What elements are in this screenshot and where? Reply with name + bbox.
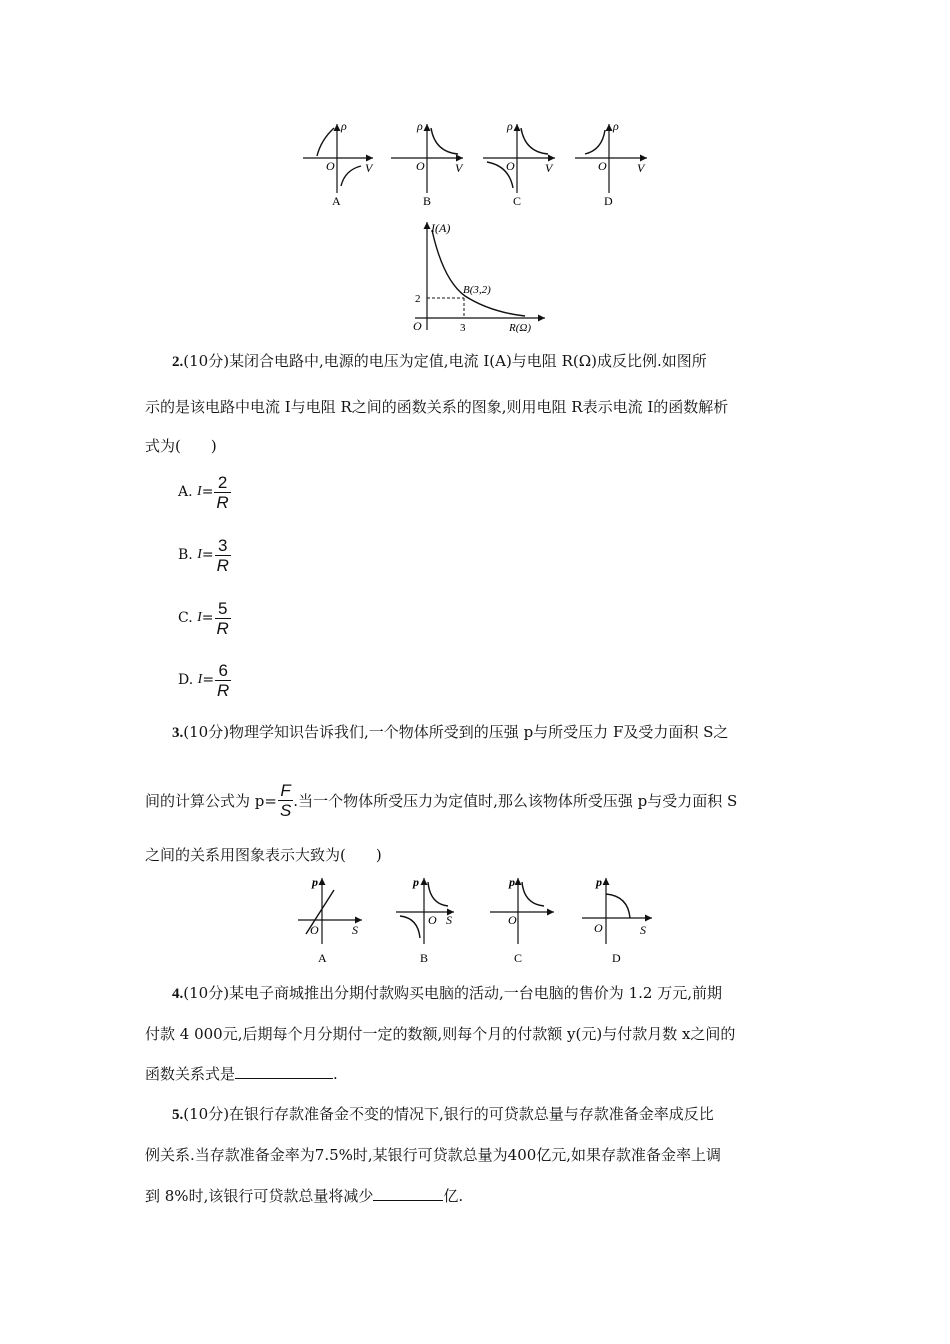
graph-3b-y-label: p [413,875,419,889]
figure-3-graphs [292,872,662,966]
option-eq: = [201,484,214,500]
option-var: I [197,484,202,499]
graph-3b-origin: O [428,913,437,927]
curve-c-right [521,128,548,154]
q5-text-1: (10分)在银行存款准备金不变的情况下,银行的可贷款总量与存款准备金率成反比 [183,1105,714,1123]
q2-option-d[interactable] [178,658,231,702]
q5-number: 5. [172,1107,184,1123]
q3-number: 3. [172,725,184,741]
graph-3a-x-label: S [352,923,358,937]
q2-text-1: (10分)某闭合电路中,电源的电压为定值,电流 I(A)与电阻 R(Ω)成反比例.如图所 [183,352,707,370]
graph-a-x-label: V [365,161,373,175]
graph-3d-x-label: S [640,923,646,937]
q3-line-1 [172,722,728,743]
q5-answer-blank[interactable] [373,1186,443,1201]
q3-formula: $\frac{F}{S}$ [279,780,292,820]
q4-line-3 [145,1064,338,1084]
ir-x-label: R(Ω) [509,322,531,334]
option-var: I [197,547,202,562]
graph-3c-y-label: p [509,875,515,889]
q5-text-3a: 到 8%时,该银行可贷款总量将减少 [145,1187,374,1205]
graph-3c-label: C [514,951,523,965]
graph-3a-origin: O [310,923,319,937]
curve-3c [522,882,544,906]
graph-b-label: B [423,194,432,208]
graph-d-y-label: ρ [613,119,619,133]
graph-c [483,119,555,208]
graph-3d-label: D [612,951,621,965]
q2-line-2: 示的是该电路中电流 I与电阻 R之间的函数关系的图象,则用电阻 R表示电流 I的函数解析 [145,398,729,416]
option-prefix: B. [178,547,193,563]
q2-option-b[interactable] [178,533,231,577]
ir-point-label: B(3,2) [463,284,491,296]
q4-text-1: (10分)某电子商城推出分期付款购买电脑的活动,一台电脑的售价为 1.2 万元,前期 [183,984,722,1002]
option-fraction: $\frac{6}{R}$ [217,660,230,700]
ir-y-label: I(A) [431,221,451,235]
graph-3a-label: A [318,951,327,965]
curve-a-left [317,128,334,156]
q5-line-1 [172,1104,714,1125]
option-eq: = [201,547,214,563]
figure-1-graphs [295,118,655,210]
option-prefix: A. [178,484,193,500]
graph-b-y-label: ρ [417,119,423,133]
q2-line-3: 式为( ) [145,437,217,455]
ir-origin: O [413,319,422,333]
curve-d [585,130,605,154]
graph-c-x-label: V [545,161,553,175]
graph-3d-y-label: p [596,875,602,889]
graph-3d-origin: O [594,921,603,935]
graph-3c [490,875,554,965]
q3-line-2 [145,778,737,822]
q4-answer-blank[interactable] [235,1064,333,1079]
option-fraction: $\frac{2}{R}$ [216,472,229,512]
option-fraction: $\frac{5}{R}$ [216,598,229,638]
graph-a-label: A [332,194,341,208]
graph-a-origin: O [326,159,335,173]
option-fraction: $\frac{3}{R}$ [216,535,229,575]
option-var: I [197,610,202,625]
curve-3b-right [428,882,448,906]
option-eq: = [201,610,214,626]
q4-line-2: 付款 4 000元,后期每个月分期付一定的数额,则每个月的付款额 y(元)与付款月数 x之间的 [145,1025,736,1043]
graph-3d [582,875,652,965]
q2-line-1 [172,351,707,372]
graph-d [575,119,647,208]
q4-text-3b: . [333,1065,338,1083]
graph-3b [396,875,454,965]
q4-number: 4. [172,986,184,1002]
graph-d-x-label: V [637,161,645,175]
graph-c-y-label: ρ [507,119,513,133]
graph-b-x-label: V [455,161,463,175]
graph-a [303,119,374,208]
option-prefix: C. [178,610,193,626]
graph-3b-x-label: S [446,913,452,927]
q3-line-3: 之间的关系用图象表示大致为( ) [145,846,382,864]
graph-c-origin: O [506,159,515,173]
q4-line-1 [172,983,722,1004]
curve-3b-left [400,916,420,938]
q4-text-3a: 函数关系式是 [145,1065,236,1083]
graph-d-origin: O [598,159,607,173]
graph-3a-y-label: p [312,875,318,889]
curve-a-right [341,166,361,186]
option-var: I [197,672,203,687]
curve-b [431,128,458,154]
q3-text-2b: .当一个物体所受压力为定值时,那么该物体所受压强 p与受力面积 S [293,791,738,810]
q2-option-a[interactable] [178,470,231,514]
ir-y-tick: 2 [415,293,421,305]
graph-a-y-label: ρ [341,119,347,133]
q5-line-3 [145,1186,463,1206]
curve-3d [606,894,630,918]
q3-text-1: (10分)物理学知识告诉我们,一个物体所受到的压强 p与所受压力 F及受力面积 S之 [183,723,729,741]
q3-text-2a: 间的计算公式为 p= [145,791,277,810]
graph-3c-origin: O [508,913,517,927]
ir-x-tick: 3 [460,322,466,334]
option-prefix: D. [178,672,194,688]
ir-curve [432,230,525,316]
q5-text-3b: 亿. [443,1187,464,1205]
q2-option-c[interactable] [178,596,231,640]
graph-3a [298,875,362,965]
q5-line-2: 例关系.当存款准备金率为7.5%时,某银行可贷款总量为400亿元,如果存款准备金率上调 [145,1146,722,1164]
graph-b [391,119,464,208]
option-eq: = [202,672,215,688]
q2-number: 2. [172,354,184,370]
graph-d-label: D [604,194,613,208]
graph-b-origin: O [416,159,425,173]
graph-3b-label: B [420,951,429,965]
graph-c-label: C [513,194,522,208]
figure-2-ir-graph [405,218,555,336]
